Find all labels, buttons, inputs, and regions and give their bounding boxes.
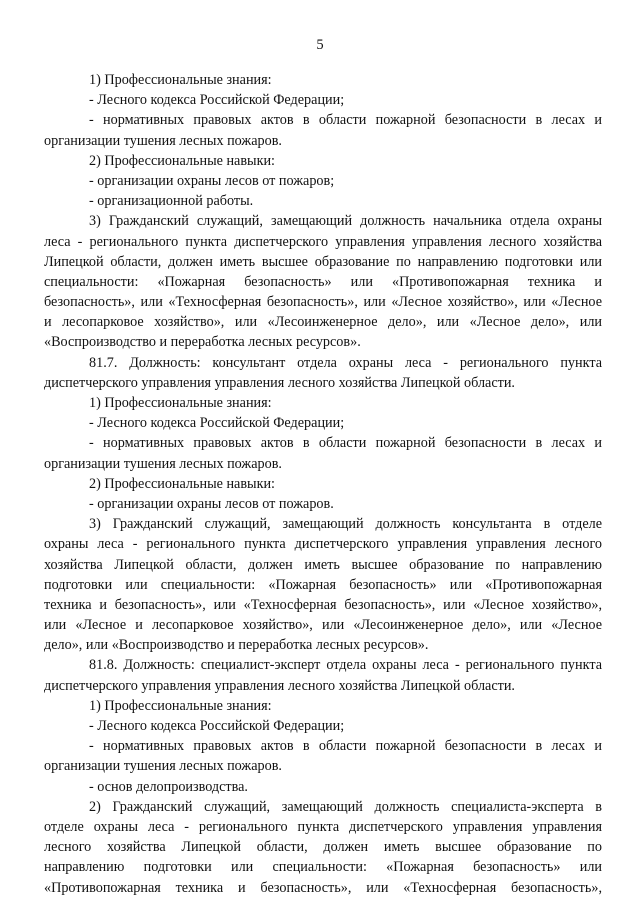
document-line: - основ делопроизводства. <box>89 778 248 795</box>
document-line: 1) Профессиональные знания: <box>89 72 272 88</box>
document-line: или «Лесное и лесопарковое хозяйство», или «Лесоинженерное дело», или «Лесное <box>44 617 602 634</box>
document-line: 2) Профессиональные навыки: <box>89 152 276 169</box>
document-line: 1) Профессиональные знания: <box>89 697 272 714</box>
document-line: - организации охраны лесов от пожаров. <box>89 495 334 512</box>
document-line: организации тушения лесных пожаров. <box>44 132 282 149</box>
document-line: и лесопарковое хозяйство», или «Лесоинженерное дело», или «Лесное дело», или <box>44 314 602 331</box>
document-line: подготовки или специальности: «Пожарная безопасность» или «Противопожарная <box>44 576 602 593</box>
document-line: безопасность», или «Техносферная безопасность», или «Лесное хозяйство», или «Лесное <box>44 294 602 311</box>
document-line: 2) Гражданский служащий, замещающий должность специалиста-эксперта в <box>89 798 602 815</box>
document-line: - организации охраны лесов от пожаров; <box>89 172 335 189</box>
document-line: леса - регионального пункта диспетчерского управления управления лесного хозяйства <box>44 233 602 250</box>
document-line: - нормативных правовых актов в области пожарной безопасности в лесах и <box>89 738 602 755</box>
document-line: специальности: «Пожарная безопасность» или «Противопожарная техника и <box>44 273 602 290</box>
document-line: дело», или «Воспроизводство и переработка лесных ресурсов». <box>44 637 429 654</box>
page-number: 5 <box>316 37 324 53</box>
document-line: «Противопожарная техника и безопасность», или «Техносферная безопасность», <box>44 879 602 896</box>
document-line: 1) Профессиональные знания: <box>89 395 272 411</box>
document-line: - Лесного кодекса Российской Федерации; <box>89 718 345 734</box>
document-line: диспетчерского управления управления лесного хозяйства Липецкой области. <box>44 374 515 391</box>
document-line: «Воспроизводство и переработка лесных ресурсов». <box>44 334 361 351</box>
document-body <box>44 70 602 898</box>
document-line: - нормативных правовых актов в области пожарной безопасности в лесах и <box>89 112 602 129</box>
document-line: хозяйства Липецкой области, должен иметь высшее образование по направлению <box>44 556 602 573</box>
document-line: направлению подготовки или специальности: «Пожарная безопасность» или <box>44 859 602 876</box>
document-line: диспетчерского управления управления лесного хозяйства Липецкой области. <box>44 677 515 694</box>
document-line: техника и безопасность», или «Техносферная безопасность», или «Лесное хозяйство», <box>44 596 602 613</box>
document-line: организации тушения лесных пожаров. <box>44 455 282 472</box>
document-line: - Лесного кодекса Российской Федерации; <box>89 92 345 109</box>
document-line: 3) Гражданский служащий, замещающий должность консультанта в отделе <box>89 516 602 533</box>
document-line: - организационной работы. <box>89 193 254 210</box>
document-line: охраны леса - регионального пункта диспетчерского управления управления лесного <box>44 536 602 553</box>
document-line: отделе охраны леса - регионального пункта диспетчерского управления управления <box>44 818 602 835</box>
document-line: Липецкой области, должен иметь высшее образование по направлению подготовки или <box>44 253 602 270</box>
document-line: 81.8. Должность: специалист-эксперт отдела охраны леса - регионального пункта <box>89 657 602 674</box>
document-line: 3) Гражданский служащий, замещающий должность начальника отдела охраны <box>89 213 602 230</box>
document-line: лесного хозяйства Липецкой области, должен иметь высшее образование по <box>44 839 602 856</box>
document-line: 81.7. Должность: консультант отдела охраны леса - регионального пункта <box>89 354 602 371</box>
document-line: 2) Профессиональные навыки: <box>89 475 276 492</box>
document-line: - Лесного кодекса Российской Федерации; <box>89 415 345 432</box>
document-line: организации тушения лесных пожаров. <box>44 758 282 775</box>
document-line: - нормативных правовых актов в области пожарной безопасности в лесах и <box>89 435 602 452</box>
